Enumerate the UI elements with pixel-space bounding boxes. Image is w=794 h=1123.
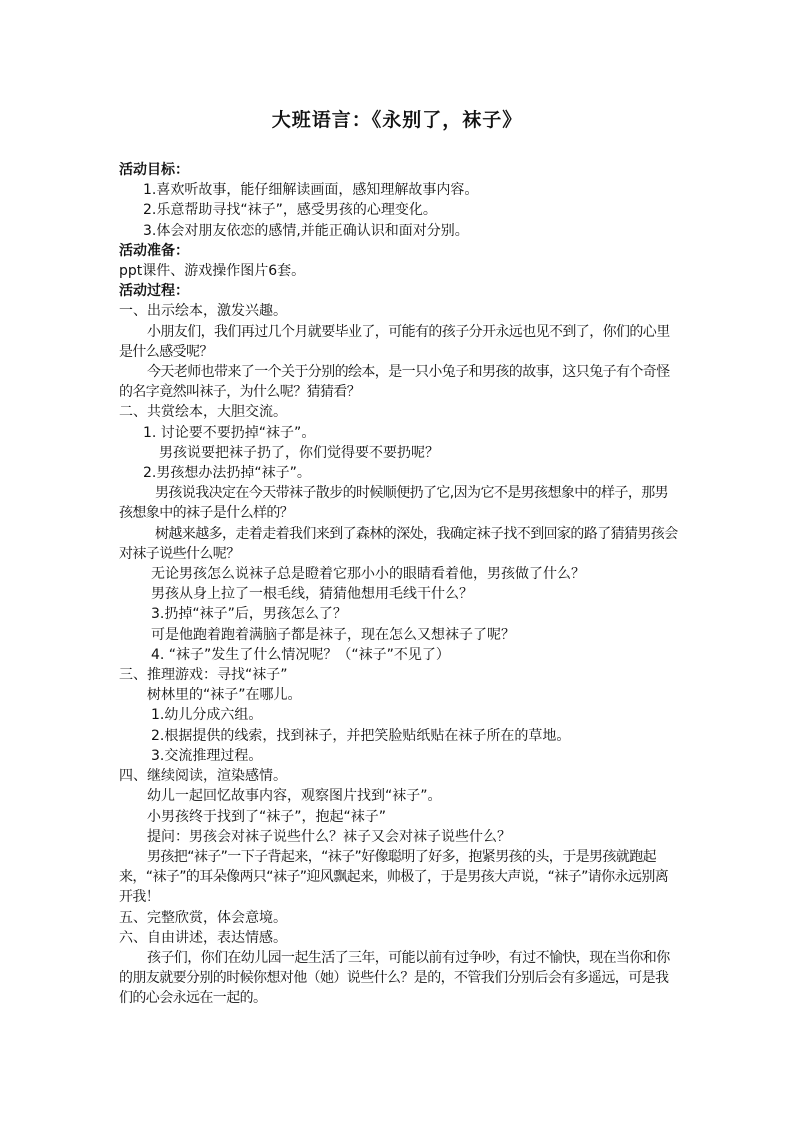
section-heading-2: 二、共赏绘本，大胆交流。 <box>119 404 287 421</box>
paragraph: 幼儿一起回忆故事内容，观察图片找到“袜子”。 <box>147 788 442 805</box>
step-item: 3.扔掉“袜子”后，男孩怎么了？ <box>151 606 347 623</box>
paragraph: 小男孩终于找到了“袜子”，抱起“袜子” <box>147 808 387 825</box>
paragraph: 可是他跑着跑着满脑子都是袜子，现在怎么又想袜子了呢？ <box>151 626 515 643</box>
paragraph: 男孩把“袜子”一下子背起来，“袜子”好像聪明了好多，抱紧男孩的头，于是男孩就跑起来，“袜子”的耳朵像两只“袜子”迎风飘起来，帅极了，于是男孩大声说，“袜子”请你永远别离开我！ <box>119 848 669 906</box>
step-item: 1.幼儿分成六组。 <box>151 707 263 724</box>
paragraph: 今天老师也带来了一个关于分别的绘本，是一只小兔子和男孩的故事，这只兔子有个奇怪的名字竟然叫袜子，为什么呢？猜猜看？ <box>119 364 670 401</box>
paragraph: 提问：男孩会对袜子说些什么？袜子又会对袜子说些什么？ <box>147 828 511 845</box>
step-item: 2.男孩想办法扔掉“袜子”。 <box>143 465 311 482</box>
paragraph: 男孩说要把袜子扔了，你们觉得要不要扔呢？ <box>159 444 439 461</box>
paragraph: 无论男孩怎么说袜子总是瞪着它那小小的眼睛看着他，男孩做了什么？ <box>151 566 585 583</box>
section-heading-4: 四、继续阅读，渲染感情。 <box>119 768 287 785</box>
step-item: 2.根据提供的线索，找到袜子，并把笑脸贴纸贴在袜子所在的草地。 <box>151 727 571 744</box>
document-title: 大班语言：《永别了，袜子》 <box>271 109 523 131</box>
step-item: 4. “袜子”发生了什么情况呢？（“袜子”不见了） <box>151 646 450 663</box>
document-body <box>119 160 679 1009</box>
prep-heading: 活动准备： <box>119 242 189 259</box>
prep-text: ppt课件、游戏操作图片6套。 <box>119 263 306 280</box>
section-heading-5: 五、完整欣赏，体会意境。 <box>119 909 287 926</box>
goal-item-1: 1.喜欢听故事，能仔细解读画面，感知理解故事内容。 <box>143 182 479 199</box>
process-heading: 活动过程： <box>119 283 189 300</box>
paragraph: 树越来越多，走着走着我们来到了森林的深处，我确定袜子找不到回家的路了猜猜男孩会对袜子说些什么呢？ <box>119 525 678 562</box>
paragraph: 男孩说我决定在今天带袜子散步的时候顺便扔了它,因为它不是男孩想象中的样子，那男孩想象中的袜子是什么样的？ <box>119 485 669 522</box>
step-item: 3.交流推理过程。 <box>151 747 263 764</box>
paragraph: 孩子们，你们在幼儿园一起生活了三年，可能以前有过争吵，有过不愉快，现在当你和你的朋友就要分别的时候你想对他（她）说些什么？是的，不管我们分别后会有多遥远，可是我们的心会永远在一起的。 <box>119 949 670 1007</box>
step-item: 1. 讨论要不要扔掉“袜子”。 <box>143 424 316 441</box>
section-heading-3: 三、推理游戏：寻找“袜子” <box>119 667 288 684</box>
paragraph: 小朋友们，我们再过几个月就要毕业了，可能有的孩子分开永远也见不到了，你们的心里是什么感受呢？ <box>119 323 670 360</box>
goal-item-3: 3.体会对朋友依恋的感情,并能正确认识和面对分别。 <box>143 222 469 239</box>
goal-item-2: 2.乐意帮助寻找“袜子”，感受男孩的心理变化。 <box>143 202 437 219</box>
paragraph: 树林里的“袜子”在哪儿。 <box>147 687 302 704</box>
section-heading-1: 一、出示绘本，激发兴趣。 <box>119 303 287 320</box>
section-heading-6: 六、自由讲述，表达情感。 <box>119 929 287 946</box>
paragraph: 男孩从身上拉了一根毛线，猜猜他想用毛线干什么？ <box>151 586 473 603</box>
goals-heading: 活动目标： <box>119 162 189 178</box>
